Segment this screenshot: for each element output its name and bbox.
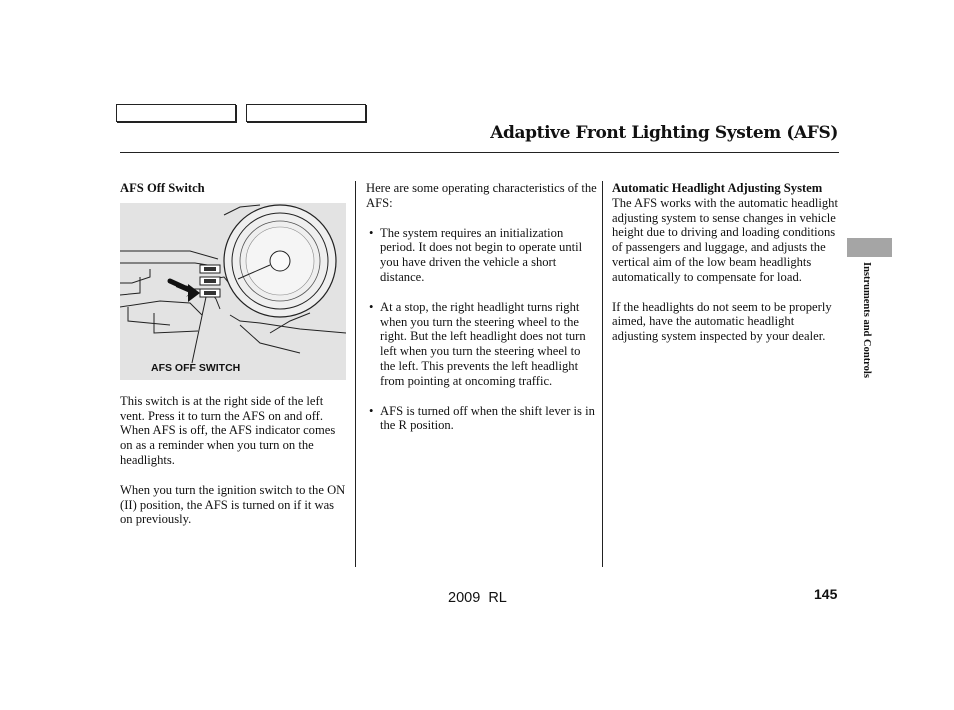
column-divider-2 xyxy=(602,181,603,567)
footer-model: 2009 RL xyxy=(448,590,507,606)
section-tab-marker xyxy=(847,238,892,257)
bullet-icon: • xyxy=(369,225,374,240)
bullet-item xyxy=(366,300,598,389)
nav-box-1[interactable] xyxy=(116,104,236,122)
paragraph: If the headlights do not seem to be properly aimed, have the automatic headlight adjusting system inspected by your dealer. xyxy=(612,299,832,344)
arrow-icon xyxy=(170,281,200,302)
title-rule xyxy=(120,152,839,153)
section-side-label-text: Instruments and Controls xyxy=(861,262,872,378)
afs-off-switch-illustration xyxy=(120,203,346,380)
paragraph: The AFS works with the automatic headlight adjusting system to sense changes in vehicle height due to driving and loading conditions of passengers and luggage, and adjusts the vertical aim of the low beam headlights automatically to compensate for load. xyxy=(612,195,838,284)
bullet-text: At a stop, the right headlight turns right when you turn the steering wheel to the right. But the left headlight does not turn left when you turn the steering wheel to the left. This prevents the left headlight from pointing at oncoming traffic. xyxy=(380,299,586,388)
paragraph: When you turn the ignition switch to the ON (II) position, the AFS is turned on if it was on previously. xyxy=(120,482,346,527)
page-number: 145 xyxy=(814,586,838,602)
section-heading-headlight-adjusting: Automatic Headlight Adjusting System xyxy=(612,181,823,195)
bullet-text: AFS is turned off when the shift lever is in the R position. xyxy=(380,403,595,433)
bullet-icon: • xyxy=(369,403,374,418)
intro-text: Here are some operating characteristics of the AFS: xyxy=(366,181,597,210)
bullet-item xyxy=(366,404,598,434)
column-divider-1 xyxy=(355,181,356,567)
column-1 xyxy=(120,181,348,527)
figure-label: AFS OFF SWITCH xyxy=(151,362,241,374)
section-heading-afs-off-switch: AFS Off Switch xyxy=(120,181,205,195)
nav-box-2[interactable] xyxy=(246,104,366,122)
bullet-icon: • xyxy=(369,299,374,314)
column-2 xyxy=(366,181,598,433)
afs-off-switch-figure xyxy=(120,203,346,380)
page-title: Adaptive Front Lighting System (AFS) xyxy=(490,123,838,143)
bullet-item xyxy=(366,226,598,285)
section-side-label xyxy=(860,262,872,412)
paragraph: This switch is at the right side of the left vent. Press it to turn the AFS on and off. When AFS is off, the AFS indicator comes on as a reminder when you turn on the headlights. xyxy=(120,393,336,467)
column-3 xyxy=(612,181,842,344)
bullet-text: The system requires an initialization period. It does not begin to operate until you have driven the vehicle a short distance. xyxy=(380,225,583,284)
